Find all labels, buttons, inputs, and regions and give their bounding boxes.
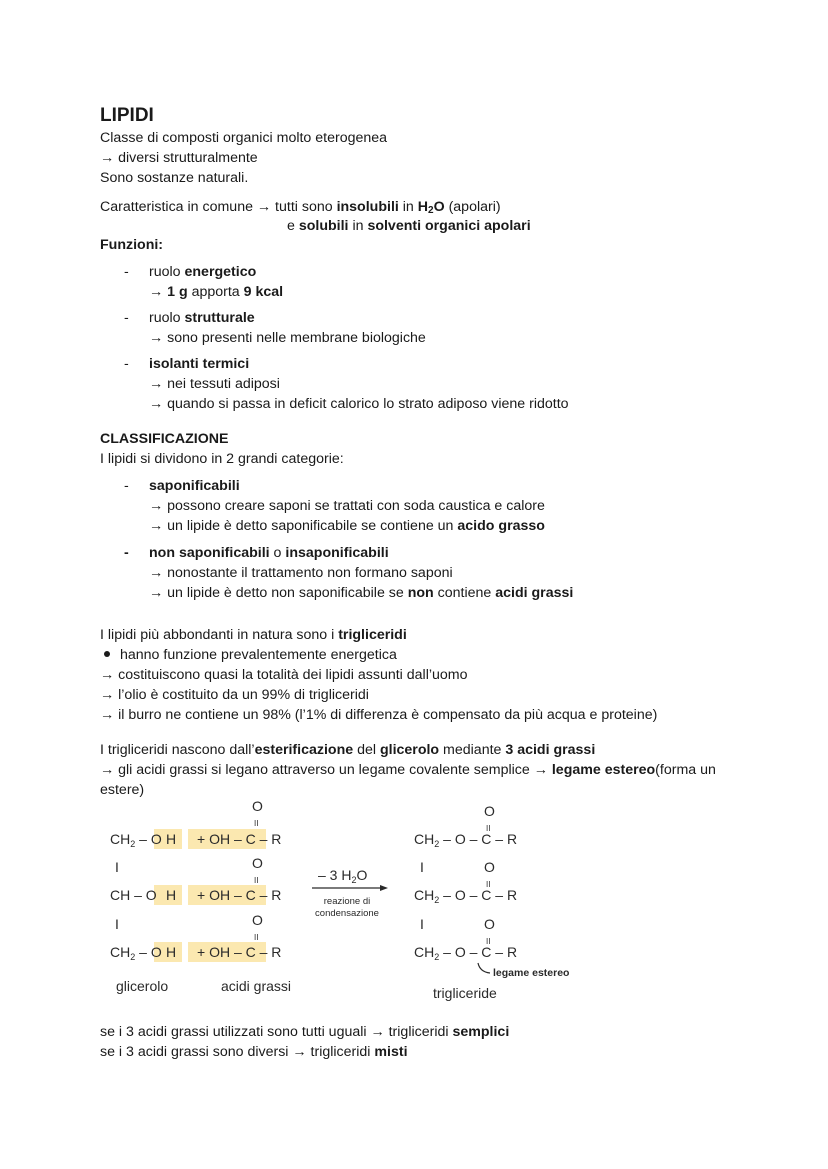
fatty-acids-caption: acidi grassi: [221, 978, 292, 994]
category-1: saponificabili: [149, 478, 240, 494]
triglycerides-line-5: → il burro ne contiene un 98% (l’1% di differenza è compensato da più acqua e proteine): [100, 707, 658, 723]
intro-line-2: → diversi strutturalmente: [100, 150, 258, 166]
function-3-detail-2: → quando si passa in deficit calorico lo strato adiposo viene ridotto: [149, 396, 569, 412]
esterification-line-1: I trigliceridi nascono dall’esterificazione del glicerolo mediante 3 acidi grassi: [100, 742, 596, 758]
functions-heading: Funzioni:: [100, 237, 164, 253]
double-bond-icon: II: [254, 876, 259, 885]
single-bond-icon: I: [420, 859, 424, 875]
function-3: isolanti termici: [149, 356, 250, 372]
esterification-line-2: → gli acidi grassi si legano attraverso un legame covalente semplice → legame estereo(forma un: [100, 762, 716, 778]
closing-line-1: se i 3 acidi grassi utilizzati sono tutti uguali → trigliceridi semplici: [100, 1024, 510, 1040]
triglycerides-line-4: → l’olio è costituito da un 99% di trigliceridi: [100, 687, 369, 703]
reaction-label-1: reazione di: [323, 896, 371, 907]
category-2: non saponificabili o insaponificabili: [149, 545, 389, 561]
ester-bond-label: legame estereo: [493, 967, 570, 979]
ester-c2: $CH_2$ – O – C – R: [414, 887, 518, 905]
ester-bond-pointer-icon: [478, 963, 490, 973]
hydrogen-label: H: [166, 831, 177, 847]
hydrogen-label: H: [166, 944, 177, 960]
oxygen-label: O: [252, 855, 263, 871]
closing-line-2: se i 3 acidi grassi sono diversi → trigliceridi misti: [100, 1044, 408, 1060]
function-3-detail-1: → nei tessuti adiposi: [149, 376, 280, 392]
common-characteristic-2: e solubili in solventi organici apolari: [287, 218, 531, 234]
single-bond-icon: I: [115, 916, 119, 932]
triglycerides-line-3: → costituiscono quasi la totalità dei lipidi assunti dall’uomo: [100, 667, 468, 683]
intro-line-1: Classe di composti organici molto eterogenea: [100, 130, 388, 146]
oxygen-label: O: [484, 859, 495, 875]
single-bond-icon: I: [420, 916, 424, 932]
water-loss-label: – 3 $H_2O$: [318, 867, 368, 885]
page-title: LIPIDI: [100, 105, 154, 126]
oxygen-label: O: [252, 912, 263, 928]
function-1: ruolo energetico: [149, 264, 257, 280]
dash-bullet: -: [124, 356, 129, 372]
esterification-diagram: [0, 800, 828, 1010]
single-bond-icon: I: [115, 859, 119, 875]
arrow-head-icon: [380, 885, 388, 891]
double-bond-icon: II: [486, 880, 491, 889]
acid-3: + OH – C – R: [197, 944, 282, 960]
double-bond-icon: II: [486, 937, 491, 946]
oxygen-label: O: [252, 800, 263, 814]
triglyceride-caption: trigliceride: [433, 985, 497, 1001]
reaction-label-2: condensazione: [315, 908, 379, 919]
common-characteristic: Caratteristica in comune → tutti sono insolubili in $H_2O$ (apolari): [100, 199, 501, 216]
triglycerides-line-1: I lipidi più abbondanti in natura sono i trigliceridi: [100, 627, 407, 643]
category-1-detail-1: → possono creare saponi se trattati con soda caustica e calore: [149, 498, 545, 514]
category-2-detail-2: → un lipide è detto non saponificabile se non contiene acidi grassi: [149, 585, 574, 601]
double-bond-icon: II: [254, 933, 259, 942]
double-bond-icon: II: [254, 819, 259, 828]
hydrogen-label: H: [166, 887, 177, 903]
bullet-icon: [104, 651, 110, 657]
category-1-detail-2: → un lipide è detto saponificabile se contiene un acido grasso: [149, 518, 545, 534]
double-bond-icon: II: [486, 824, 491, 833]
acid-2: + OH – C – R: [197, 887, 282, 903]
function-2: ruolo strutturale: [149, 310, 255, 326]
dash-bullet: -: [124, 264, 129, 280]
esterification-line-3: estere): [100, 782, 145, 798]
glycerol-c1: $CH_2$ – O: [110, 831, 162, 849]
glycerol-c3: $CH_2$ – O: [110, 944, 162, 962]
acid-1: + OH – C – R: [197, 831, 282, 847]
function-1-detail: → 1 g apporta 9 kcal: [149, 284, 284, 300]
ester-c1: $CH_2$ – O – C – R: [414, 831, 518, 849]
classification-heading: CLASSIFICAZIONE: [100, 431, 229, 447]
intro-line-3: Sono sostanze naturali.: [100, 170, 249, 186]
classification-intro: I lipidi si dividono in 2 grandi categorie:: [100, 451, 344, 467]
oxygen-label: O: [484, 916, 495, 932]
glycerol-caption: glicerolo: [116, 978, 169, 994]
function-2-detail: → sono presenti nelle membrane biologiche: [149, 330, 426, 346]
ester-c3: $CH_2$ – O – C – R: [414, 944, 518, 962]
dash-bullet: -: [124, 545, 129, 561]
category-2-detail-1: → nonostante il trattamento non formano saponi: [149, 565, 453, 581]
glycerol-c2: CH – O: [110, 887, 157, 903]
oxygen-label: O: [484, 803, 495, 819]
triglycerides-line-2: hanno funzione prevalentemente energetica: [100, 645, 397, 665]
dash-bullet: -: [124, 310, 129, 326]
dash-bullet: -: [124, 478, 129, 494]
